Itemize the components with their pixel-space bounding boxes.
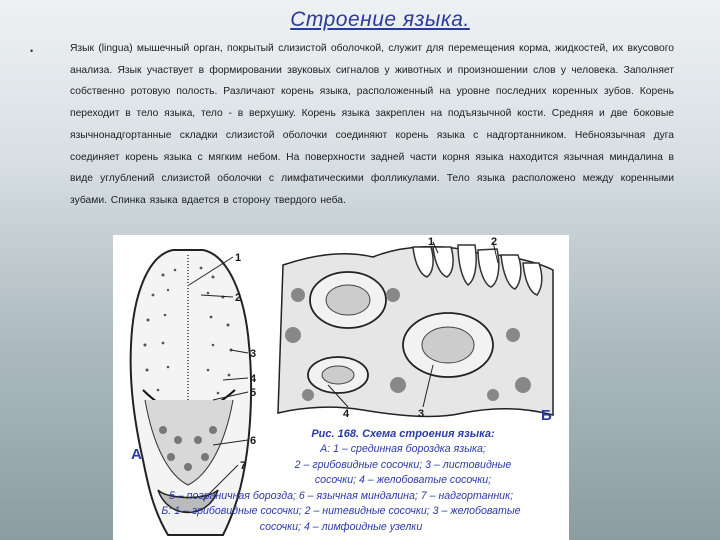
- caption-line-1: А: 1 – срединная бороздка языка;: [320, 443, 486, 456]
- figure-caption-continued: [133, 489, 549, 535]
- label-a-1: 1: [235, 252, 242, 264]
- page-title: Строение языка.: [290, 8, 470, 31]
- tongue-structure-figure: [113, 235, 569, 540]
- label-b-1: 1: [428, 236, 435, 248]
- label-a-2: 2: [235, 292, 242, 304]
- caption-line-4: 5 – пограничная борозда; 6 – язычная миндалина; 7 – надгортанник;: [168, 490, 514, 502]
- label-a-5: 5: [250, 387, 257, 399]
- label-b-4: 4: [343, 408, 350, 420]
- label-a-3: 3: [250, 348, 257, 360]
- panel-b-papillae-drawing: [278, 236, 553, 424]
- caption-line-2: 2 – грибовидные сосочки; 3 – листовидные: [294, 458, 512, 471]
- caption-line-6: сосочки; 4 – лимфоидные узелки: [259, 520, 423, 533]
- body-paragraph: Язык (lingua) мышечный орган, покрытый слизистой оболочкой, служит для перемещения корма, жидкостей, их вкусового анализа. Язык участвует в формировании звуковых сигналов у животных и произношении слов у человека. Заполняет собственно ротовую полость. Различают корень языка, расположенный на уровне последних коренных зубов. Корень переходит в тело языка, тело - в верхушку. Корень языка закреплен на подъязычной кости. Средняя и две боковые язычнонадгортанные складки слизистой оболочки соединяют корень языка с надгортанником. Небноязычная дуга соединяет корень языка с мягким небом. На поверхности задней части корня языка находится язычная миндалина в виде углублений слизистой оболочки с лимфатическими фолликулами. Тело языка расположено между коренными зубами. Спинка языка вдается в сторону твердого неба.: [70, 43, 674, 206]
- panel-a-letter: А: [131, 446, 142, 463]
- figure-caption: [253, 427, 553, 489]
- caption-line-5: Б: 1 – грибовидные сосочки; 2 – нитевидные сосочки; 3 – желобоватые: [161, 505, 521, 518]
- bullet-marker: •: [30, 46, 34, 56]
- label-b-2: 2: [491, 236, 498, 248]
- label-a-6: 6: [250, 435, 257, 447]
- panel-b-letter: Б: [541, 407, 552, 424]
- label-a-4: 4: [250, 373, 257, 385]
- caption-line-3: сосочки; 4 – желобоватые сосочки;: [314, 474, 492, 487]
- caption-title: Рис. 168. Схема строения языка:: [311, 428, 495, 440]
- label-a-7: 7: [240, 460, 247, 472]
- label-b-3: 3: [418, 408, 425, 420]
